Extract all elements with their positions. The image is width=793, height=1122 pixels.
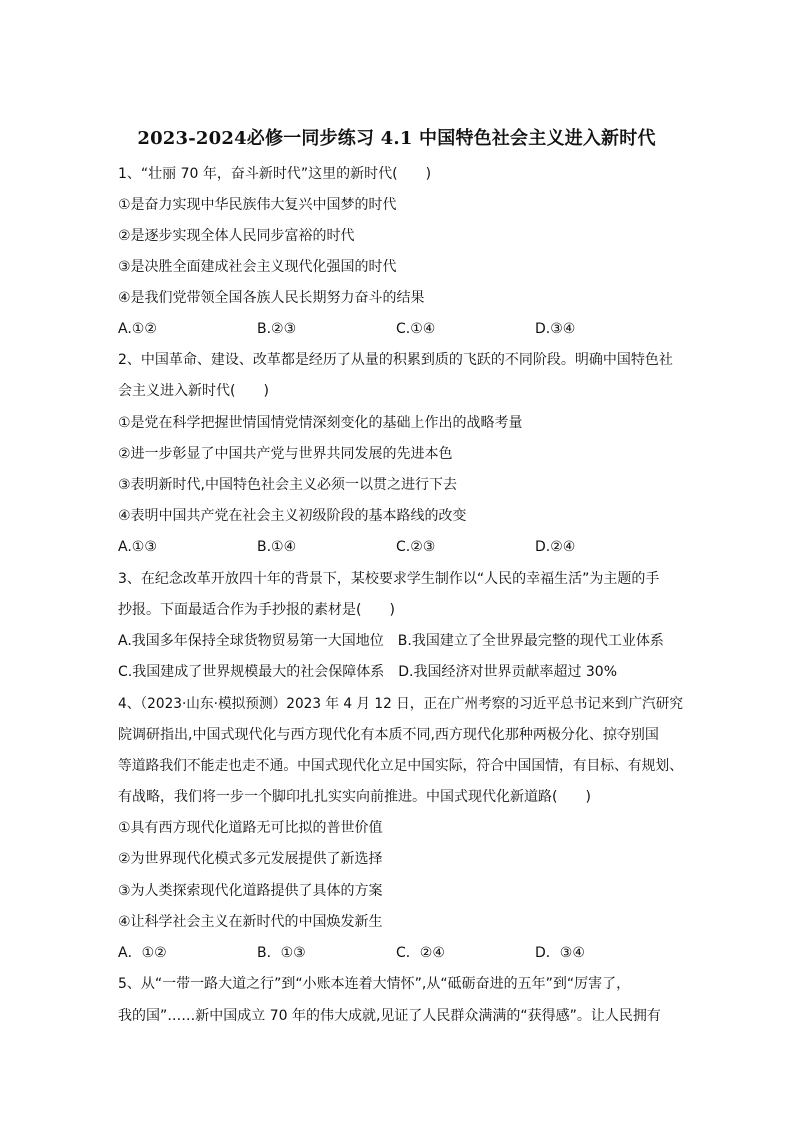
q1-item-1: ①是奋力实现中华民族伟大复兴中国梦的时代 [118,197,397,213]
q2-option-b: B.①④ [257,539,297,555]
q4-item-3: ③为人类探索现代化道路提供了具体的方案 [118,883,383,899]
q4-option-d: D．③④ [535,945,585,961]
q2-option-c: C.②③ [396,539,436,555]
q1-option-b: B.②③ [257,321,297,337]
q5-stem-line-1: 5、从“一带一路大道之行”到“小账本连着大情怀”,从“砥砺奋进的五年”到“厉害了， [118,976,631,992]
q4-item-4: ④让科学社会主义在新时代的中国焕发新生 [118,914,383,930]
q4-item-2: ②为世界现代化模式多元发展提供了新选择 [118,851,383,867]
q2-item-4: ④表明中国共产党在社会主义初级阶段的基本路线的改变 [118,508,467,524]
q3-stem-line-2: 抄报。下面最适合作为手抄报的素材是( ) [118,602,395,618]
q4-option-b: B．①③ [257,945,306,961]
q1-item-3: ③是决胜全面建成社会主义现代化强国的时代 [118,259,397,275]
q4-option-a: A．①② [118,945,167,961]
q1-item-4: ④是我们党带领全国各族人民长期努力奋斗的结果 [118,290,425,306]
q1-item-2: ②是逐步实现全体人民同步富裕的时代 [118,228,355,244]
q1-option-a: A.①② [118,321,157,337]
q4-stem-line-2: 院调研指出,中国式现代化与西方现代化有本质不同,西方现代化那种两极分化、掠夺别国 [118,727,659,743]
q2-stem-line-2: 会主义进入新时代( ) [118,383,269,399]
document-title: 2023-2024必修一同步练习 4.1 中国特色社会主义进入新时代 [137,128,656,149]
q4-item-1: ①具有西方现代化道路无可比拟的普世价值 [118,820,383,836]
q4-option-c: C．②④ [396,945,445,961]
q2-item-2: ②进一步彰显了中国共产党与世界共同发展的先进本色 [118,446,453,462]
q2-option-d: D.②④ [535,539,576,555]
q1-stem: 1、“壮丽 70 年，奋斗新时代”这里的新时代( ) [118,166,432,182]
q3-option-line-1: A.我国多年保持全球货物贸易第一大国地位 B.我国建立了全世界最完整的现代工业体系 [118,633,664,649]
q5-stem-line-2: 我的国”……新中国成立 70 年的伟大成就,见证了人民群众满满的“获得感”。让人民拥有 [118,1008,661,1024]
q4-stem-line-4: 有战略，我们将一步一个脚印扎扎实实向前推进。中国式现代化新道路( ) [118,789,591,805]
q2-item-1: ①是党在科学把握世情国情党情深刻变化的基础上作出的战略考量 [118,415,523,431]
q2-option-a: A.①③ [118,539,157,555]
q3-stem-line-1: 3、在纪念改革开放四十年的背景下，某校要求学生制作以“人民的幸福生活”为主题的手 [118,571,660,587]
q1-option-c: C.①④ [396,321,436,337]
q2-item-3: ③表明新时代,中国特色社会主义必须一以贯之进行下去 [118,477,457,493]
q1-option-d: D.③④ [535,321,576,337]
q4-stem-line-1: 4、（2023·山东·模拟预测）2023 年 4 月 12 日，正在广州考察的习近平总书记来到广汽研究 [118,696,684,712]
q2-stem-line-1: 2、中国革命、建设、改革都是经历了从量的积累到质的飞跃的不同阶段。明确中国特色社 [118,352,673,368]
q3-option-line-2: C.我国建成了世界规模最大的社会保障体系 D.我国经济对世界贡献率超过 30% [118,664,618,680]
q4-stem-line-3: 等道路我们不能走也走不通。中国式现代化立足中国实际，符合中国国情，有目标、有规划、 [118,758,683,774]
